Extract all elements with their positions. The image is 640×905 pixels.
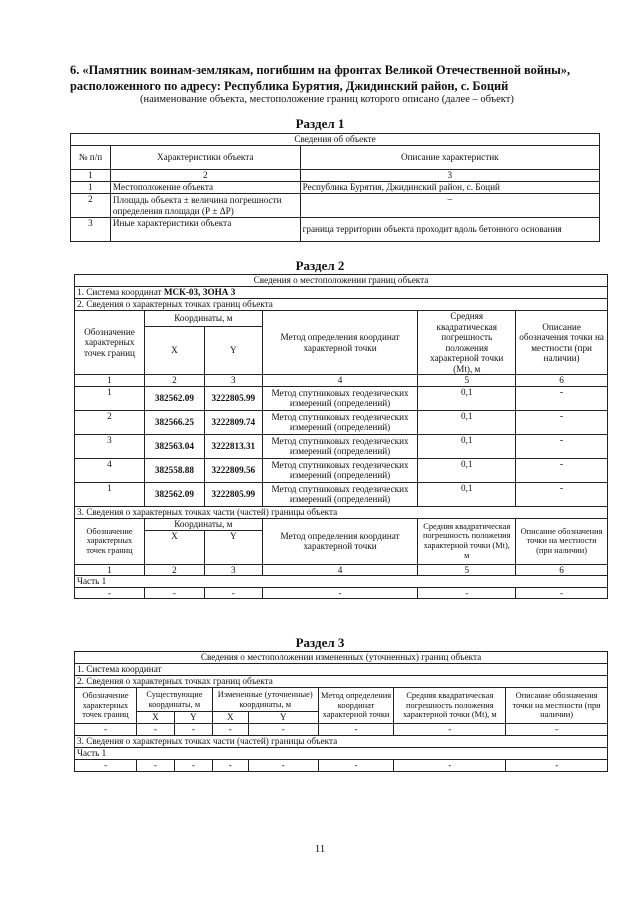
section2-points-caption: 2. Сведения о характерных точках границ объекта [75, 299, 608, 311]
section3-system: 1. Система координат [75, 664, 608, 676]
part-cell: - [262, 587, 418, 599]
point-y: 3222805.99 [204, 386, 262, 410]
table-row [75, 482, 608, 506]
section2-caption: Сведения о местоположении границ объекта [75, 275, 608, 287]
part-cell: - [204, 587, 262, 599]
section2-parts-caption: 3. Сведения о характерных точках части (частей) границы объекта [75, 506, 608, 518]
point-error: 0,1 [418, 410, 516, 434]
section2-parts-colnum: 5 [418, 564, 516, 576]
section3-header-error: Средняя квадратическая погрешность положения характерной точки (Mt), м [394, 688, 506, 724]
part-cell: - [248, 760, 318, 772]
section1-header-desc: Описание характеристик [300, 146, 599, 170]
point-desc: - [516, 482, 608, 506]
section1-row-num: 1 [71, 182, 111, 194]
table-row [75, 410, 608, 434]
section2-part-label: Часть 1 [75, 576, 608, 588]
section3-header-changed: Измененные (уточненные) координаты, м [212, 688, 318, 712]
point-desc: - [516, 386, 608, 410]
point-desc: - [516, 434, 608, 458]
section1-row-name: Иные характеристики объекта [110, 218, 300, 242]
section2-parts-colnum: 2 [144, 564, 204, 576]
row-cell: - [75, 724, 137, 736]
part-cell: - [174, 760, 212, 772]
part-cell: - [418, 587, 516, 599]
row-cell: - [394, 724, 506, 736]
table-row [71, 182, 600, 194]
part-cell: - [318, 760, 394, 772]
point-error: 0,1 [418, 434, 516, 458]
row-cell: - [212, 724, 248, 736]
section2-parts-header-coords: Координаты, м [144, 518, 262, 530]
section2-parts-header-designation: Обозначение характерных точек границ [75, 518, 145, 564]
part-cell: - [516, 587, 608, 599]
row-cell: - [506, 724, 608, 736]
row-cell: - [174, 724, 212, 736]
section2-system [75, 287, 608, 299]
point-id: 4 [75, 458, 145, 482]
section3-parts-caption: 3. Сведения о характерных точках части (частей) границы объекта [75, 736, 608, 748]
point-desc: - [516, 410, 608, 434]
section2-colnum: 2 [144, 375, 204, 387]
section3-caption: Сведения о местоположении измененных (уточненных) границ объекта [75, 652, 608, 664]
section1-row-num: 3 [71, 218, 111, 242]
section1-row-desc: Республика Бурятия, Джидинский район, с. Боций [300, 182, 599, 194]
section3-points-caption: 2. Сведения о характерных точках границ объекта [75, 676, 608, 688]
point-y: 3222805.99 [204, 482, 262, 506]
table-row [75, 386, 608, 410]
table-row [71, 194, 600, 218]
point-method: Метод спутниковых геодезических измерений (определений) [262, 386, 418, 410]
object-heading: 6. «Памятник воинам-землякам, погибшим на фронтах Великой Отечественной войны», расположенного по адресу: Республика Бурятия, Джидинский район, с. Боций [70, 63, 571, 93]
point-id: 1 [75, 482, 145, 506]
section2-system-label: 1. Система координат [77, 287, 162, 298]
section3-header-existing: Существующие координаты, м [136, 688, 212, 712]
section1-table [70, 133, 600, 242]
section2-parts-header-error: Средняя квадратическая погрешность положения характерной точки (Mt), м [418, 518, 516, 564]
section3-header-x: X [136, 712, 174, 724]
section2-header-coords: Координаты, м [144, 311, 262, 327]
table-row [71, 218, 600, 242]
section2-header-designation: Обозначение характерных точек границ [75, 311, 145, 375]
section2-system-value: МСК-03, ЗОНА 3 [163, 287, 236, 298]
section1-row-name: Площадь объекта ± величина погрешности определения площади (Р ± ΔР) [110, 194, 300, 218]
section3-title: Раздел 3 [295, 635, 345, 650]
point-method: Метод спутниковых геодезических измерений (определений) [262, 410, 418, 434]
section2-header-method: Метод определения координат характерной точки [262, 311, 418, 375]
part-cell: - [75, 587, 145, 599]
point-desc: - [516, 458, 608, 482]
section2-table [74, 274, 608, 599]
section1-header-num: № п/п [71, 146, 111, 170]
section3-header-y: Y [174, 712, 212, 724]
section1-header-char: Характеристики объекта [110, 146, 300, 170]
section2-parts-header-x: X [144, 530, 204, 564]
table-row [75, 587, 608, 599]
section2-colnum: 4 [262, 375, 418, 387]
section2-header-description: Описание обозначения точки на местности (при наличии) [516, 311, 608, 375]
table-row [75, 434, 608, 458]
section2-parts-colnum: 3 [204, 564, 262, 576]
section2-parts-colnum: 1 [75, 564, 145, 576]
point-x: 382562.09 [144, 482, 204, 506]
section2-header-y: Y [204, 327, 262, 375]
point-id: 2 [75, 410, 145, 434]
row-cell: - [248, 724, 318, 736]
section2-colnum: 1 [75, 375, 145, 387]
section3-header-y: Y [248, 712, 318, 724]
section1-row-desc: граница территории объекта проходит вдоль бетонного основания [300, 218, 599, 242]
section2-colnum: 6 [516, 375, 608, 387]
part-cell: - [144, 587, 204, 599]
section2-parts-colnum: 4 [262, 564, 418, 576]
table-row [75, 724, 608, 736]
table-row [75, 458, 608, 482]
point-error: 0,1 [418, 458, 516, 482]
section2-title: Раздел 2 [295, 258, 345, 273]
section2-parts-header-y: Y [204, 530, 262, 564]
section1-row-num: 2 [71, 194, 111, 218]
section2-colnum: 3 [204, 375, 262, 387]
part-cell: - [75, 760, 137, 772]
part-cell: - [136, 760, 174, 772]
part-cell: - [212, 760, 248, 772]
row-cell: - [136, 724, 174, 736]
section2-header-error: Средняя квадратическая погрешность положения характерной точки (Mt), м [418, 311, 516, 375]
section3-header-x: X [212, 712, 248, 724]
point-x: 382566.25 [144, 410, 204, 434]
point-id: 1 [75, 386, 145, 410]
row-cell: - [318, 724, 394, 736]
section2-parts-header-method: Метод определения координат характерной точки [262, 518, 418, 564]
section1-caption: Сведения об объекте [71, 134, 600, 146]
point-method: Метод спутниковых геодезических измерений (определений) [262, 482, 418, 506]
section3-header-method: Метод определения координат характерной точки [318, 688, 394, 724]
point-error: 0,1 [418, 482, 516, 506]
section1-colnum-3: 3 [300, 170, 599, 182]
section3-header-designation: Обозначение характерных точек границ [75, 688, 137, 724]
section1-colnum-1: 1 [71, 170, 111, 182]
section2-header-x: X [144, 327, 204, 375]
section1-row-name: Местоположение объекта [110, 182, 300, 194]
point-y: 3222813.31 [204, 434, 262, 458]
part-cell: - [394, 760, 506, 772]
point-y: 3222809.56 [204, 458, 262, 482]
table-row [75, 760, 608, 772]
point-id: 3 [75, 434, 145, 458]
point-method: Метод спутниковых геодезических измерений (определений) [262, 458, 418, 482]
section2-parts-header-description: Описание обозначения точки на местности (при наличии) [516, 518, 608, 564]
point-method: Метод спутниковых геодезических измерений (определений) [262, 434, 418, 458]
page-number: 11 [314, 843, 326, 855]
section3-table [74, 651, 608, 772]
object-subnote: (наименование объекта, местоположение границ которого описано (далее – объект) [140, 94, 514, 105]
section2-colnum: 5 [418, 375, 516, 387]
point-x: 382562.09 [144, 386, 204, 410]
section1-title: Раздел 1 [295, 116, 345, 131]
section1-row-desc: – [300, 194, 599, 218]
point-x: 382558.88 [144, 458, 204, 482]
section3-part-label: Часть 1 [75, 748, 608, 760]
section2-parts-colnum: 6 [516, 564, 608, 576]
section3-header-description: Описание обозначения точки на местности (при наличии) [506, 688, 608, 724]
point-y: 3222809.74 [204, 410, 262, 434]
point-error: 0,1 [418, 386, 516, 410]
part-cell: - [506, 760, 608, 772]
point-x: 382563.04 [144, 434, 204, 458]
section1-colnum-2: 2 [110, 170, 300, 182]
